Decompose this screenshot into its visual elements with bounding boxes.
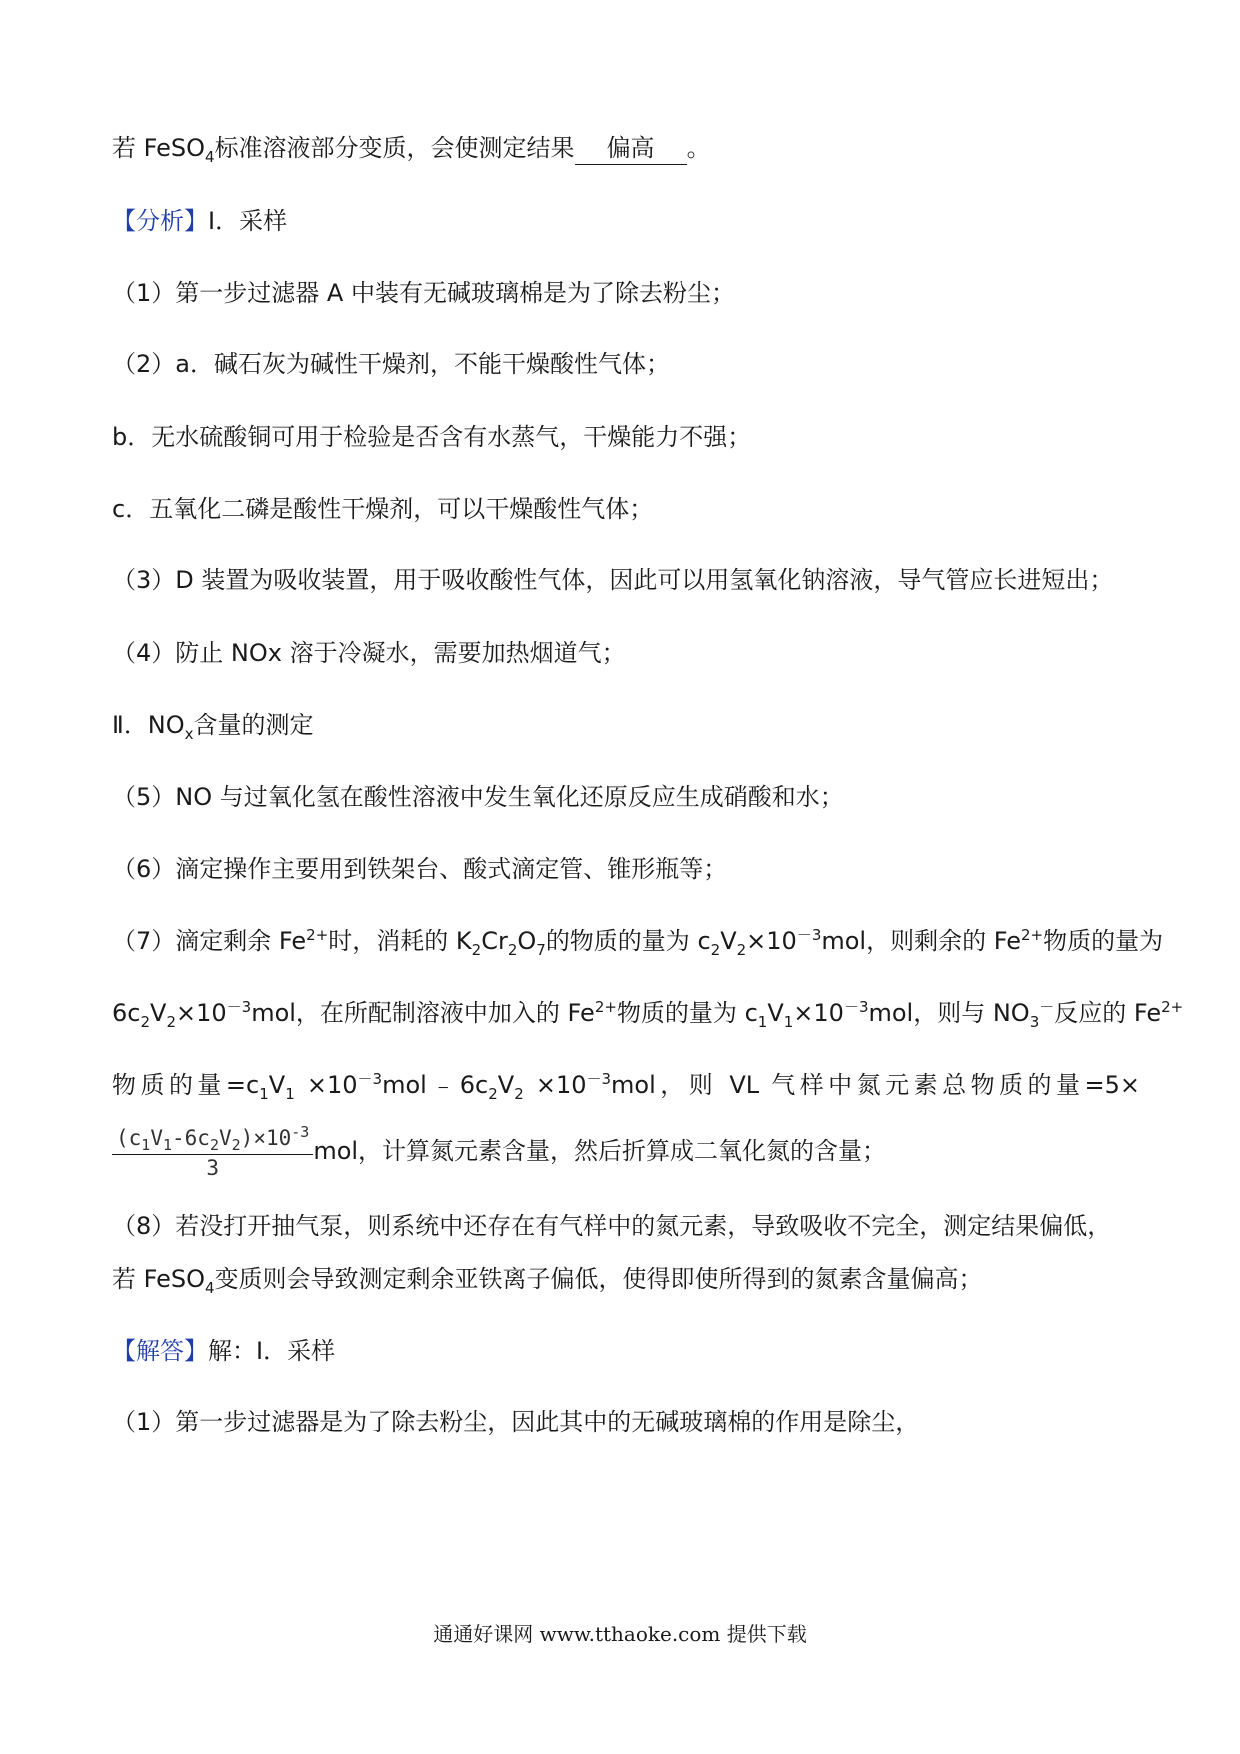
text-line: （1）第一步过滤器是为了除去粉尘，因此其中的无碱玻璃棉的作用是除尘，: [112, 1408, 920, 1436]
section-heading: Ⅱ．$NO_x$含量的测定: [112, 711, 314, 743]
nitrogen-fraction: [112, 1124, 313, 1181]
text-line: （2）a．碱石灰为碱性干燥剂，不能干燥酸性气体；: [112, 350, 670, 378]
fraction-denominator: 3: [206, 1155, 219, 1180]
solution-tag: 【解答】: [112, 1337, 208, 1365]
text-line: （7）滴定剩余 $Fe^{2+}$时，消耗的 $K_2Cr_2O_7$的物质的量为 $c_2V_2\times 10^{-3}mol$，则剩余的 $Fe^{2+}$物质的量为: [112, 926, 1164, 959]
text-line: 物质的量$=c_1V_1$ $\times 10^{-3}mol﹣6c_2V_2 \times 10^{-3}mol$，则 VL 气样中氮元素总物质的量=5×: [112, 1070, 1140, 1103]
text-line: （1）第一步过滤器 A 中装有无碱玻璃棉是为了除去粉尘；: [112, 279, 735, 307]
text-line: 若 FeSO$_4$变质则会导致测定剩余亚铁离子偏低，使得即使所得到的氮素含量偏高；: [112, 1265, 983, 1297]
text-line: （3）D 装置为吸收装置，用于吸收酸性气体，因此可以用氢氧化钠溶液，导气管应长进短出；: [112, 566, 1114, 594]
solution-heading: 【解答】解：Ⅰ．采样: [112, 1337, 336, 1365]
page-footer: 通通好课网 www.tthaoke.com 提供下载: [433, 1622, 807, 1646]
answer-blank: 偏高: [575, 132, 687, 165]
text-line: b．无水硫酸铜可用于检验是否含有水蒸气，干燥能力不强；: [112, 423, 752, 451]
text-line: c．五氧化二磷是酸性干燥剂，可以干燥酸性气体；: [112, 495, 654, 523]
analysis-heading: 【分析】Ⅰ．采样: [112, 207, 288, 235]
fraction-numerator: $(c_1V_1-6c_2V_2)\times 10^{-3}$: [112, 1124, 313, 1155]
text-line: $6c_2V_2\times 10^{-3}mol$，在所配制溶液中加入的 $Fe^{2+}$物质的量为 $c_1V_1\times 10^{-3}mol$，则与 $NO_3^-$反应的 $Fe^{2+}$: [112, 998, 1184, 1031]
fraction-line: $\frac{(c_1V_1-6c_2V_2)\times 10^{-3}}{3}$ mol，计算氮元素含量，然后折算成二氧化氮的含量；: [112, 1123, 1140, 1181]
text-line: （6）滴定操作主要用到铁架台、酸式滴定管、锥形瓶等；: [112, 855, 728, 883]
text-line: （8）若没打开抽气泵，则系统中还存在有气样中的氮元素，导致吸收不完全，测定结果偏低，: [112, 1212, 1112, 1240]
text-line: （4）防止 NOx 溶于冷凝水，需要加热烟道气；: [112, 639, 626, 667]
text-line: 若 FeSO$_4$标准溶液部分变质，会使测定结果 偏高 。: [112, 134, 711, 166]
analysis-tag: 【分析】: [112, 207, 208, 235]
text-line: （5）NO 与过氧化氢在酸性溶液中发生氧化还原反应生成硝酸和水；: [112, 783, 844, 811]
